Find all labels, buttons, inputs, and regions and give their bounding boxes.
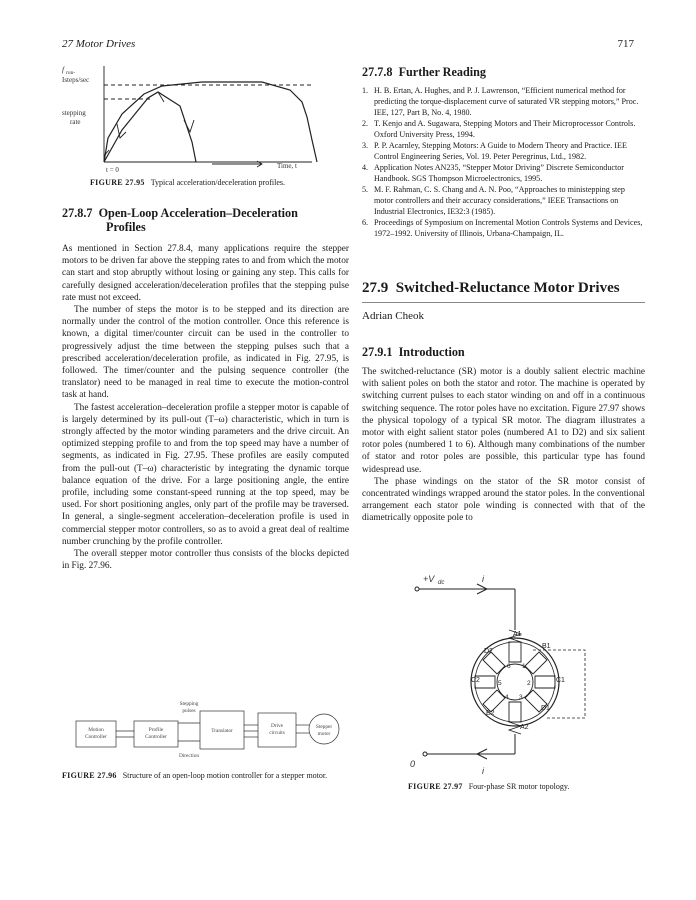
figure-27-95 [62, 62, 352, 177]
paragraph: The fastest acceleration–deceleration profile a stepper motor is capable of is largely determined by its pull-out (T–ω) characteristic, which in turn is strongly affected by the motor winding parameters and the drive circuit. An optimized stepping profile to and from the top speed may have a number of segments, as indicated in Fig. 27.95. These profiles are easily computed from the pull-out (T–ω) characteristic by integrating the dynamic torque balance equation of the drive. For a large positioning angle, the entire profile, including some constant-speed running at the top speed, may be used. For short positioning angles, only part of the profile may be traversed. In general, a single-segment acceleration–deceleration profile is used in commercial stepper motor controllers, so as to avoid a great deal of realtime number crunching by the profile controller. [62, 402, 349, 547]
pole-label-a2: A2 [520, 724, 529, 731]
reference-text: Application Notes AN235, “Stepper Motor Driving” Discrete Semiconductor Handbook. SGS Thompson Microelectronics, 1995. [374, 163, 624, 183]
reference-item [362, 162, 645, 184]
pole-label-a1: A1 [513, 631, 522, 638]
zero-label: 0 [410, 759, 416, 769]
label-drive: Drive [270, 723, 284, 729]
right-column-body [362, 366, 645, 525]
paragraph: As mentioned in Section 27.8.4, many applications require the stepper motors to be driven far above the stepping rates to and from which the motor can start and stop abruptly without losing or gaining any step. This calls for carefully designed acceleration/deceleration profiles that the stepping pulse rate must not exceed. [62, 244, 349, 303]
rotor-label-2: 2 [527, 680, 531, 687]
y-label-sub: run- [66, 70, 76, 76]
reference-number: 4. [362, 163, 369, 172]
time-label: Time, t [277, 162, 297, 170]
rotor-label-4: 4 [505, 694, 509, 701]
reference-number: 5. [362, 185, 369, 194]
figure-27-96 [62, 695, 352, 763]
label-direction: Direction [178, 753, 200, 759]
reference-item [362, 140, 645, 162]
heading-text-line2: Profiles [106, 220, 146, 234]
reference-number: 2. [362, 119, 369, 128]
rotor-label-3: 3 [519, 694, 523, 701]
heading-text: Open-Loop Acceleration–Deceleration [98, 206, 298, 220]
paragraph: The phase windings on the stator of the SR motor consist of concentrated windings wrapped around the stator poles. In the conventional arrangement each stator pole winding is connected with that of the diametrically opposite pole to [362, 476, 645, 524]
stator-pole-c1 [535, 676, 555, 688]
t0-label: t = 0 [106, 166, 119, 174]
running-header: 27 Motor Drives [62, 38, 136, 50]
caption-label: FIGURE 27.96 [62, 771, 117, 780]
pole-label-c1: C1 [556, 677, 565, 684]
caption-text: Four-phase SR motor topology. [468, 782, 570, 791]
label-stepping: Stepping [179, 701, 199, 707]
label-controller: Controller [85, 734, 107, 740]
y-label-rate: rate [70, 118, 81, 126]
full-profile-curve [104, 82, 317, 162]
reference-item [362, 184, 645, 217]
figure-27-97 [405, 572, 605, 782]
label-profile: Profile [148, 727, 164, 733]
figure-27-96-caption [62, 770, 352, 781]
label-circuits: circuits [269, 730, 285, 736]
caption-label: FIGURE 27.97 [408, 782, 463, 791]
section-heading-27-8-7 [62, 206, 352, 234]
reference-text: Proceedings of Symposium on Incremental Motion Controls Systems and Devices, 1972–1992. University of Illinois, Urbana-Champaign, IL. [374, 218, 643, 238]
reference-number: 6. [362, 218, 369, 227]
author-name: Adrian Cheok [362, 310, 425, 322]
label-pulses: pulses [182, 708, 196, 714]
rotor-label-6: 6 [507, 663, 511, 670]
heading-text: Further Reading [398, 65, 487, 79]
paragraph: The switched-reluctance (SR) motor is a doubly salient electric machine with salient poles on both the stator and rotor. The machine is operated by switching current pulses to each stator winding on and off in a continuous switching sequence. The rotor poles have no excitation. Figure 27.97 shows the physical topology of a typical SR motor. The diagram illustrates a motor with eight salient stator poles (numbered A1 to D2) and six salient rotor poles (numbered 1 to 6). Although many combinations of the number of stator and rotor poles are possible, this particular type has found widespread use. [362, 367, 645, 475]
label-translator: Translator [211, 728, 233, 734]
heading-number: 27.7.8 [362, 65, 393, 79]
vdc-sub-label: dc [438, 580, 445, 586]
caption-text: Structure of an open-loop motion controller for a stepper motor. [122, 771, 328, 780]
reference-text: T. Kenjo and A. Sugawara, Stepping Motors and Their Microprocessor Controls. Oxford University Press, 1994. [374, 119, 636, 139]
stator-pole-d2 [483, 652, 505, 674]
vdc-terminal [415, 587, 419, 591]
page-number: 717 [617, 38, 634, 50]
section-heading-27-9 [362, 280, 620, 297]
label-motion: Motion [88, 727, 104, 733]
reference-text: H. B. Ertan, A. Hughes, and P. J. Lawrenson, “Efficient numerical method for predicting the torque-displacement curve of saturated VR stepping motors,” Proc. IEE, 127, Part B, No. 4, 1980. [374, 86, 639, 117]
y-label-stepping: stepping [62, 109, 86, 117]
section-heading-27-9-1 [362, 345, 465, 359]
caption-label: FIGURE 27.95 [90, 178, 145, 187]
pole-label-d1: D1 [541, 705, 550, 712]
stator-pole-a1 [509, 642, 521, 662]
y-label-units: Isteps/sec [62, 76, 90, 84]
reference-number: 1. [362, 86, 369, 95]
label-motor: motor [317, 731, 331, 737]
pole-label-b1: B1 [542, 643, 551, 650]
reference-item [362, 217, 645, 239]
reference-number: 3. [362, 141, 369, 150]
heading-number: 27.9 [362, 280, 389, 296]
label-controller-2: Controller [145, 734, 167, 740]
caption-text: Typical acceleration/deceleration profiles. [150, 178, 285, 187]
stator-pole-a2 [509, 702, 521, 722]
paragraph: The overall stepper motor controller thus consists of the blocks depicted in Fig. 27.96. [62, 549, 349, 572]
pole-label-d2: D2 [484, 648, 493, 655]
section-heading-27-7-8 [362, 65, 486, 79]
paragraph: The number of steps the motor is to be stepped and its direction are normally under the control of the motion controller. Once this reference is known, a digital timer/counter circuit can be used in the controller to progressively adjust the time between the stepping pulses such that a prescribed acceleration/deceleration profile, as indicated in Fig. 27.95, is followed. The timer/counter and the pulsing sequence controller (the translator) need to be managed in real time to execute the motion-control task at hand. [62, 305, 349, 401]
pole-label-b2: B2 [486, 710, 495, 717]
rotor-label-1: 1 [522, 663, 526, 670]
reference-text: M. F. Rahman, C. S. Chang and A. N. Poo, “Approaches to ministepping step motor controllers and their accuracy considerations,” IEEE Transactions on Industrial Electronics, IE32:3 (1985). [374, 185, 625, 216]
stator-pole-b1 [525, 652, 547, 674]
label-stepper: Stepper [315, 724, 333, 730]
reference-item [362, 118, 645, 140]
rotor-label-5: 5 [498, 680, 502, 687]
heading-number: 27.8.7 [62, 206, 93, 220]
reference-list [362, 85, 645, 239]
zero-terminal [423, 752, 427, 756]
pole-label-c2: C2 [471, 677, 480, 684]
current-label-top: i [482, 574, 484, 584]
heading-number: 27.9.1 [362, 345, 393, 359]
vdc-label: +V [423, 574, 435, 584]
left-column-body [62, 243, 349, 572]
figure-27-97-caption [408, 782, 569, 791]
y-label-f: f [62, 65, 65, 74]
reference-item [362, 85, 645, 118]
reference-text: P. P. Acarnley, Stepping Motors: A Guide to Modern Theory and Practice. IEE Control Engineering Series, Vol. 19. Peter Peregrinus, Ltd., 1982. [374, 141, 627, 161]
arrow-peak [148, 92, 164, 102]
current-label-bottom: i [482, 766, 484, 776]
section-rule [362, 302, 645, 303]
figure-27-95-caption [90, 178, 350, 187]
stator-pole-b2 [483, 690, 505, 712]
heading-text: Switched-Reluctance Motor Drives [395, 280, 620, 296]
heading-text: Introduction [398, 345, 465, 359]
